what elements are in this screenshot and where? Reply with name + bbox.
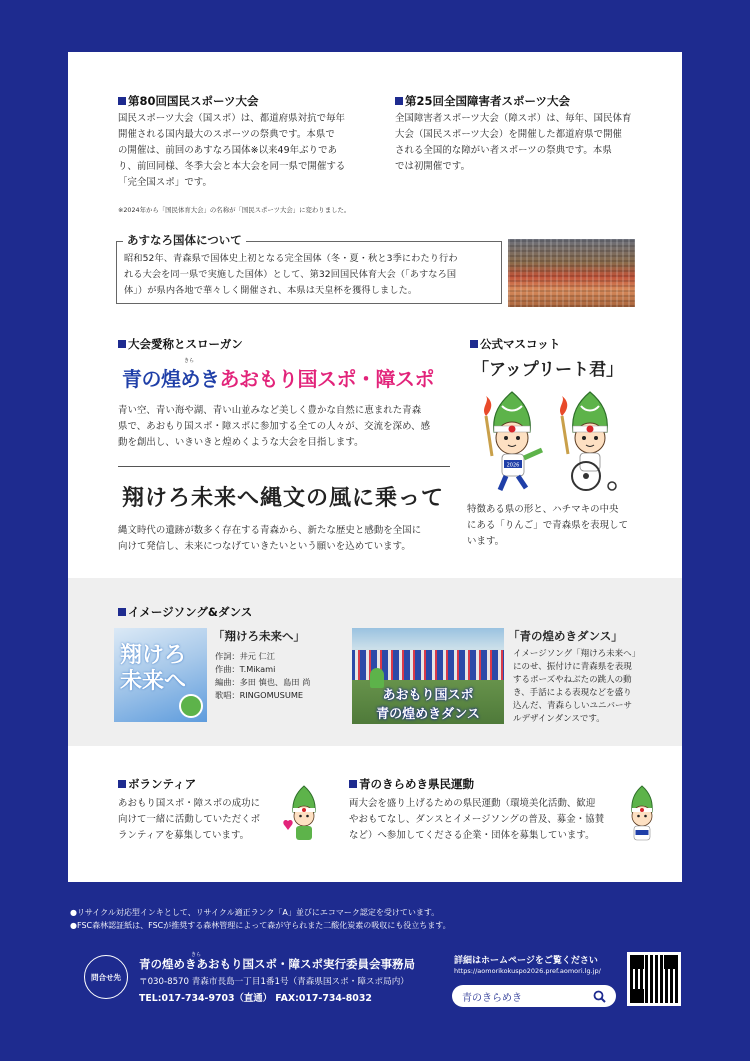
asunaro-line: れる大会を同一県で実施した国体）として、第32回国民体育大会（「あすなろ国 bbox=[124, 269, 457, 280]
shosupo-line: では初開催です。 bbox=[395, 161, 471, 172]
movement-line: やおもてなし、ダンスとイメージソングの普及、募金・協賛 bbox=[349, 814, 605, 825]
asunaro-line: 昭和52年、青森県で国体史上初となる完全国体（冬・夏・秋と3季にわたり行わ bbox=[124, 253, 458, 264]
slogan-calligraphy: 翔けろ未来へ縄文の風に乗って bbox=[122, 485, 445, 511]
song-title: 「翔けろ未来へ」 bbox=[213, 629, 305, 643]
dance-photo-caption1: あおもり国スポ bbox=[382, 688, 474, 703]
dance-line: き、手話による表現などを盛り bbox=[513, 688, 632, 698]
contact-label: 問合せ先 bbox=[91, 972, 121, 982]
credit-singer: 歌唱：RINGOMUSUME bbox=[215, 690, 304, 700]
mascot-name: 「アップリート君」 bbox=[472, 360, 624, 380]
movement-line: 両大会を盛り上げるための県民運動（環境美化活動、歓迎 bbox=[349, 798, 596, 809]
song-credits bbox=[215, 650, 310, 702]
dance-line: するポーズやねぶたの跳人の動 bbox=[513, 675, 632, 685]
mascot-heading bbox=[470, 336, 560, 352]
mascot-running-illustration bbox=[470, 388, 554, 493]
office-ruby: きら bbox=[191, 952, 202, 958]
slogan-line: 青い空、青い海や湖、青い山並みなど美しく豊かな自然に恵まれた青森 bbox=[118, 405, 422, 416]
kokusupo-line: り、前回同様、冬季大会と本大会を同一県で開催する bbox=[118, 161, 346, 172]
slogan-line: 動を創出し、いきいきと煌めくような大会を目指します。 bbox=[118, 437, 364, 448]
mascot-line: 特徴ある県の形と、ハチマキの中央 bbox=[467, 504, 619, 515]
volunteer-body bbox=[118, 796, 260, 844]
footer-note-fsc: ●FSC森林認証紙は、FSCが推奨する森林管理によって森が守られまた二酸化炭素の吸収にも役立ちます。 bbox=[70, 921, 451, 930]
song-heading bbox=[118, 604, 252, 620]
credit-arranger: 編曲：多田 慎也、島田 尚 bbox=[215, 677, 311, 687]
slogan-body bbox=[118, 403, 430, 451]
nickname-part-blue: 青の煌めき bbox=[122, 367, 220, 391]
slogan-divider bbox=[118, 466, 450, 467]
shosupo-line: される全国的な障がい者スポーツの祭典です。本県 bbox=[395, 145, 612, 156]
qr-code[interactable] bbox=[627, 952, 681, 1006]
cd-jacket-title: 翔けろ未来へ bbox=[120, 642, 187, 694]
kokusupo-line: 開催される国内最大のスポーツの祭典です。本県で bbox=[118, 129, 335, 140]
nickname-ruby: きら bbox=[184, 358, 195, 364]
dance-description bbox=[513, 648, 640, 726]
nickname-part-pink: あおもり国スポ・障スポ bbox=[219, 367, 434, 391]
asunaro-heading: あすなろ国体について bbox=[123, 232, 246, 248]
web-label: 詳細はホームページをご覧ください bbox=[454, 956, 598, 966]
volunteer-line: 向けて一緒に活動していただくボ bbox=[118, 814, 261, 825]
web-url[interactable]: https://aomorikokuspo2026.pref.aomori.lg.jp/ bbox=[454, 967, 601, 975]
kokusupo-note: ※2024年から「国民体育大会」の名称が「国民スポーツ大会」に変わりました。 bbox=[118, 206, 351, 214]
footer-note-ink: ●リサイクル対応型インキとして、リサイクル適正ランク「A」並びにエコマーク認定を受けています。 bbox=[70, 908, 440, 917]
footer-notes bbox=[70, 906, 451, 932]
song-heading-text: イメージソング&ダンス bbox=[128, 605, 253, 619]
credit-composer: 作曲：T.Mikami bbox=[215, 664, 276, 674]
slogan-description bbox=[118, 523, 421, 555]
movement-body bbox=[349, 796, 604, 844]
movement-heading bbox=[349, 776, 474, 792]
shosupo-body bbox=[395, 111, 632, 175]
dance-photo bbox=[352, 628, 504, 724]
dance-title: 「青の煌めきダンス」 bbox=[508, 629, 623, 643]
office-tel-fax: TEL:017-734-9703（直通） FAX:017-734-8032 bbox=[139, 993, 372, 1004]
movement-mascot-illustration bbox=[622, 784, 662, 846]
volunteer-heading-text: ボランティア bbox=[128, 777, 197, 791]
office-address: 〒030-8570 青森市長島一丁目1番1号（青森県国スポ・障スポ局内） bbox=[139, 977, 409, 987]
mascot-heading-text: 公式マスコット bbox=[480, 337, 561, 351]
slogan-heading-text: 大会愛称とスローガン bbox=[128, 337, 243, 351]
volunteer-line: ランティアを募集しています。 bbox=[118, 830, 250, 841]
cd-jacket-mascot-icon bbox=[179, 694, 203, 718]
mascot-line: います。 bbox=[467, 536, 505, 547]
mascot-wheelchair-illustration bbox=[554, 388, 626, 493]
credit-lyrics: 作詞：井元 仁江 bbox=[215, 651, 275, 661]
kokusupo-line: 「完全国スポ」です。 bbox=[118, 177, 212, 188]
shosupo-heading-text: 第25回全国障害者スポーツ大会 bbox=[405, 94, 571, 108]
movement-heading-text: 青のきらめき県民運動 bbox=[359, 777, 474, 791]
dance-line: ルデザインダンスです。 bbox=[513, 714, 605, 724]
volunteer-heading bbox=[118, 776, 196, 792]
song-cd-jacket bbox=[114, 628, 207, 722]
slogan-line: 県で、あおもり国スポ・障スポに参加する全ての人々が、交流を深め、感 bbox=[118, 421, 431, 432]
search-text[interactable]: 青のきらめき bbox=[462, 992, 522, 1004]
office-name: 青の煌めきあおもり国スポ・障スポ実行委員会事務局 bbox=[139, 957, 415, 971]
qr-pattern bbox=[630, 955, 678, 1003]
search-icon[interactable] bbox=[593, 990, 606, 1003]
dance-line: 込んだ、青森らしいユニバーサ bbox=[513, 701, 633, 711]
search-box[interactable] bbox=[452, 985, 616, 1007]
nickname-logo bbox=[122, 363, 434, 392]
asunaro-line: 体」）が県内各地で華々しく開催され、本県は天皇杯を獲得しました。 bbox=[124, 285, 418, 296]
dance-photo-caption2: 青の煌めきダンス bbox=[376, 707, 480, 722]
kokusupo-heading bbox=[118, 93, 259, 109]
shosupo-heading bbox=[395, 93, 570, 109]
kokusupo-heading-text: 第80回国民スポーツ大会 bbox=[128, 94, 259, 108]
movement-line: など）へ参加してくださる企業・団体を募集しています。 bbox=[349, 830, 595, 841]
slogan-desc-line: 縄文時代の遺跡が数多く存在する青森から、新たな歴史と感動を全国に bbox=[118, 525, 422, 536]
slogan-heading bbox=[118, 336, 243, 352]
shosupo-line: 全国障害者スポーツ大会（障スポ）は、毎年、国民体育 bbox=[395, 113, 632, 124]
asunaro-stadium-photo bbox=[508, 239, 635, 307]
slogan-desc-line: 向けて発信し、未来につなげていきたいという願いを込めています。 bbox=[118, 541, 411, 552]
dance-line: イメージソング「翔けろ未来へ」 bbox=[513, 649, 641, 659]
kokusupo-line: 国民スポーツ大会（国スポ）は、都道府県対抗で毎年 bbox=[118, 113, 346, 124]
shosupo-line: 大会（国民スポーツ大会）を開催した都道府県で開催 bbox=[395, 129, 623, 140]
volunteer-mascot-illustration bbox=[281, 784, 327, 846]
kokusupo-body bbox=[118, 111, 345, 191]
kokusupo-line: の開催は、前回のあすなろ国体※以来49年ぶりであ bbox=[118, 145, 338, 156]
mascot-line: にある「りんご」で青森県を表現して bbox=[467, 520, 629, 531]
mascot-badge-number: 2026 bbox=[506, 462, 520, 469]
dance-line: にのせ、振付けに青森県を表現 bbox=[513, 662, 632, 672]
volunteer-line: あおもり国スポ・障スポの成功に bbox=[118, 798, 261, 809]
asunaro-body bbox=[124, 251, 458, 299]
mascot-description bbox=[467, 502, 628, 550]
contact-badge bbox=[84, 955, 128, 999]
